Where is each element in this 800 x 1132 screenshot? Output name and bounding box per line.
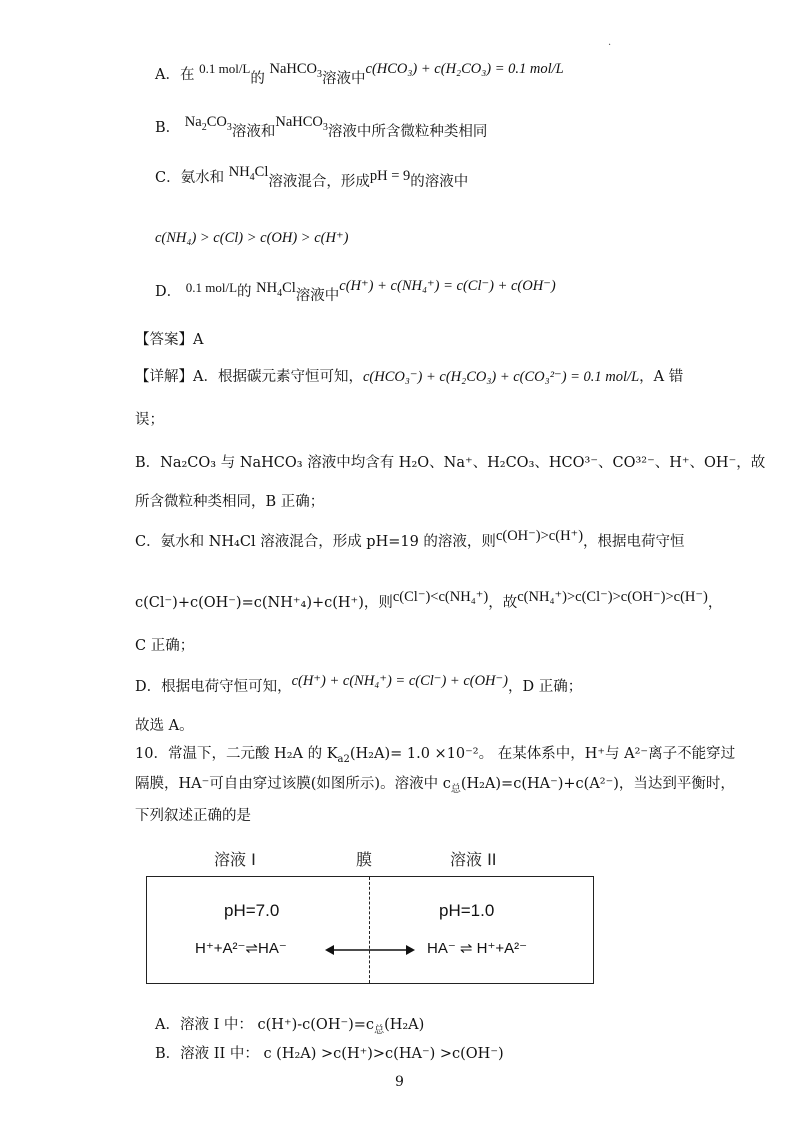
diagram-label-membrane: 膜 xyxy=(356,850,373,869)
detail-b: B．Na₂CO₃ 与 NaHCO₃ 溶液中均含有 H₂O、Na⁺、H₂CO₃、HCO³⁻、CO³²⁻、H⁺、OH⁻，故 xyxy=(135,455,766,471)
diagram-label-solution-1: 溶液 I xyxy=(214,850,256,869)
equilibrium-left: H⁺+A²⁻⇌HA⁻ xyxy=(195,940,287,957)
diagram-label-solution-2: 溶液 II xyxy=(450,850,497,869)
option-c: C．氨水和 $NH_4Cl$溶液混合，形成pH = 9的溶液中 xyxy=(155,164,469,190)
answer: 【答案】A xyxy=(135,332,204,348)
question-10-option-b: B．溶液 II 中： c (H₂A) >c(H⁺)>c(HA⁻) >c(OH⁻) xyxy=(155,1046,504,1062)
question-10-line2: 隔膜，HA⁻可自由穿过该膜(如图所示)。溶液中 $c_总(H_2A)=c(HA^-)+c(A^{2-})$，当达到平衡时， xyxy=(135,776,735,795)
option-a-formula: c(HCO₃) + c(H₂CO₃) = 0.1 mol/L xyxy=(365,61,564,77)
detail-d: D．根据电荷守恒可知，c(H⁺) + c(NH₄⁺) = c(Cl⁻) + c(OH⁻)，D 正确； xyxy=(135,673,583,695)
question-10-line3: 下列叙述正确的是 xyxy=(135,808,251,824)
page-number: 9 xyxy=(395,1074,404,1090)
question-10-option-a: A．溶液 I 中： $c(H^+)-c(OH^-)=c_总(H_2A)$ xyxy=(155,1017,425,1036)
choose-answer: 故选 A。 xyxy=(135,718,194,734)
detail-c-2: c(Cl⁻)+c(OH⁻)=c(NH⁺₄)+c(H⁺)，则c(Cl⁻)<c(NH₄⁺)，故c(NH₄⁺)>c(Cl⁻)>c(OH⁻)>c(H⁻)， xyxy=(135,589,723,611)
option-d-formula: c(H⁺) + c(NH₄⁺) = c(Cl⁻) + c(OH⁻) xyxy=(339,278,556,294)
detail-b-cont: 所含微粒种类相同，B 正确； xyxy=(135,494,325,510)
membrane-line xyxy=(369,877,370,983)
option-d: D． 0.1 mol/L的 $NH_4Cl$溶液中c(H⁺) + c(NH₄⁺) = c(Cl⁻) + c(OH⁻) xyxy=(155,278,556,304)
question-10-line1: 10．常温下，二元酸 H₂A 的 $K_{a2}(H_2A)= 1.0 \times 10^{-2}$。 在某体系中，H⁺与 A²⁻离子不能穿过 xyxy=(135,746,736,765)
option-b: B． $Na_2CO_3$溶液和NaHCO$_3$溶液中所含微粒种类相同 xyxy=(155,114,488,140)
header-dot: · xyxy=(608,40,612,51)
double-arrow-icon xyxy=(325,942,415,958)
ph-left: pH=7.0 xyxy=(224,901,280,920)
detail-a-cont: 误； xyxy=(135,412,164,428)
equilibrium-right: HA⁻ ⇌ H⁺+A²⁻ xyxy=(427,940,528,957)
option-c-formula: c(NH₄) > c(Cl) > c(OH) > c(H⁺) xyxy=(155,230,349,246)
ph-right: pH=1.0 xyxy=(439,901,495,920)
detail-c-3: C 正确； xyxy=(135,638,195,654)
option-a: A．在 0.1 mol/L的 NaHCO$_3$溶液中c(HCO₃) + c(H₂CO₃) = 0.1 mol/L xyxy=(155,61,564,87)
membrane-diagram xyxy=(146,876,594,984)
detail-c: C．氨水和 NH₄Cl 溶液混合，形成 pH=19 的溶液，则c(OH⁻)>c(H⁺)，根据电荷守恒 xyxy=(135,528,685,550)
detail-a: 【详解】A．根据碳元素守恒可知，c(HCO₃⁻) + c(H₂CO₃) + c(CO₃²⁻) = 0.1 mol/L，A 错 xyxy=(135,369,684,385)
